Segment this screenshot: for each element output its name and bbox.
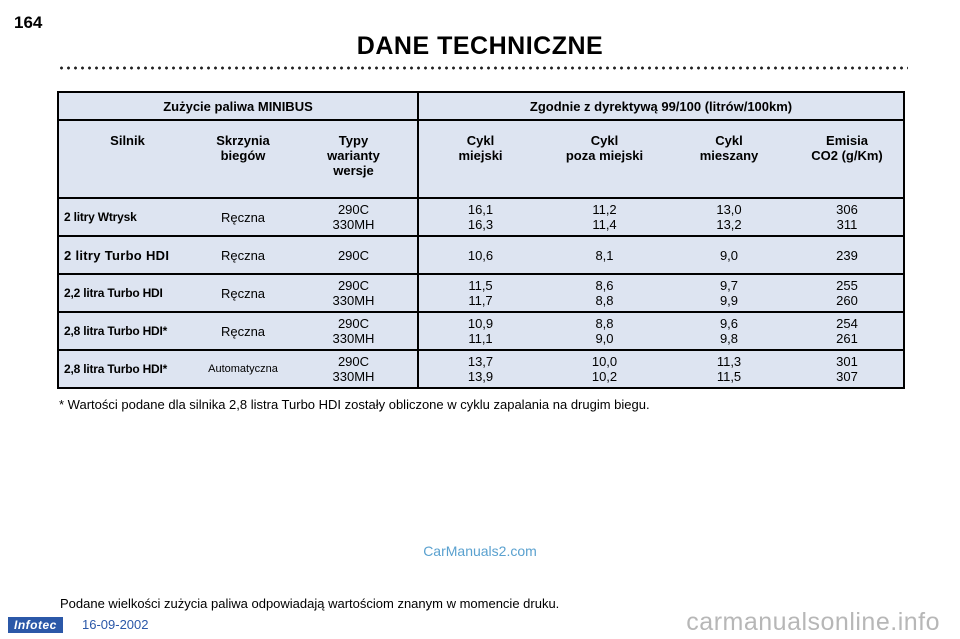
cell-gearbox: Ręczna: [196, 236, 290, 274]
page-title: DANE TECHNICZNE: [356, 32, 604, 60]
cell-types: 290C 330MH: [290, 312, 418, 350]
cell-extra-urban: 10,0 10,2: [542, 350, 667, 388]
cell-combined: 11,3 11,5: [667, 350, 791, 388]
table-row: [58, 274, 904, 312]
column-header-co2: Emisia CO2 (g/Km): [791, 120, 904, 198]
cell-engine: 2 litry Turbo HDI: [58, 236, 196, 274]
cell-urban: 16,1 16,3: [418, 198, 542, 236]
cell-combined: 9,0: [667, 236, 791, 274]
table-row: [58, 350, 904, 388]
cell-combined: 9,6 9,8: [667, 312, 791, 350]
cell-combined: 13,0 13,2: [667, 198, 791, 236]
cell-co2: 239: [791, 236, 904, 274]
table-row: [58, 198, 904, 236]
cell-urban: 11,5 11,7: [418, 274, 542, 312]
table-group-header: [58, 92, 904, 120]
cell-types: 290C 330MH: [290, 198, 418, 236]
cell-engine: 2,8 litra Turbo HDI*: [58, 350, 196, 388]
infotec-logo: Infotec: [8, 617, 63, 633]
cell-engine: 2 litry Wtrysk: [58, 198, 196, 236]
footnote: * Wartości podane dla silnika 2,8 listra Turbo HDI zostały obliczone w cyklu zapalania na drugim biegu.: [59, 397, 650, 412]
fuel-consumption-table: [57, 91, 905, 389]
cell-urban: 10,6: [418, 236, 542, 274]
column-header-engine: Silnik: [58, 120, 196, 198]
cell-co2: 255 260: [791, 274, 904, 312]
cell-extra-urban: 8,1: [542, 236, 667, 274]
cell-gearbox: Ręczna: [196, 274, 290, 312]
column-header-extra-urban: Cykl poza miejski: [542, 120, 667, 198]
cell-extra-urban: 8,8 9,0: [542, 312, 667, 350]
cell-co2: 254 261: [791, 312, 904, 350]
group-header-directive: Zgodnie z dyrektywą 99/100 (litrów/100km): [418, 92, 904, 120]
cell-combined: 9,7 9,9: [667, 274, 791, 312]
column-header-urban: Cykl miejski: [418, 120, 542, 198]
column-header-types: Typy warianty wersje: [290, 120, 418, 198]
table-row: [58, 312, 904, 350]
group-header-minibus: Zużycie paliwa MINIBUS: [58, 92, 418, 120]
cell-extra-urban: 8,6 8,8: [542, 274, 667, 312]
cell-urban: 13,7 13,9: [418, 350, 542, 388]
cell-types: 290C: [290, 236, 418, 274]
table-row: [58, 236, 904, 274]
footer-date: 16-09-2002: [82, 617, 149, 632]
cell-engine: 2,8 litra Turbo HDI*: [58, 312, 196, 350]
cell-urban: 10,9 11,1: [418, 312, 542, 350]
cell-co2: 306 311: [791, 198, 904, 236]
column-header-gearbox: Skrzynia biegów: [196, 120, 290, 198]
cell-types: 290C 330MH: [290, 350, 418, 388]
cell-gearbox: Ręczna: [196, 312, 290, 350]
cell-gearbox: Automatyczna: [196, 350, 290, 388]
page-number: 164: [14, 13, 43, 32]
site-watermark[interactable]: carmanualsonline.info: [686, 608, 940, 636]
cell-extra-urban: 11,2 11,4: [542, 198, 667, 236]
cell-engine: 2,2 litra Turbo HDI: [58, 274, 196, 312]
table-column-headers: [58, 120, 904, 198]
cell-co2: 301 307: [791, 350, 904, 388]
watermark-link[interactable]: CarManuals2.com: [423, 543, 537, 559]
cell-gearbox: Ręczna: [196, 198, 290, 236]
column-header-combined: Cykl mieszany: [667, 120, 791, 198]
print-note: Podane wielkości zużycia paliwa odpowiadają wartościom znanym w momencie druku.: [60, 596, 560, 611]
cell-types: 290C 330MH: [290, 274, 418, 312]
dotted-divider: [58, 66, 908, 70]
